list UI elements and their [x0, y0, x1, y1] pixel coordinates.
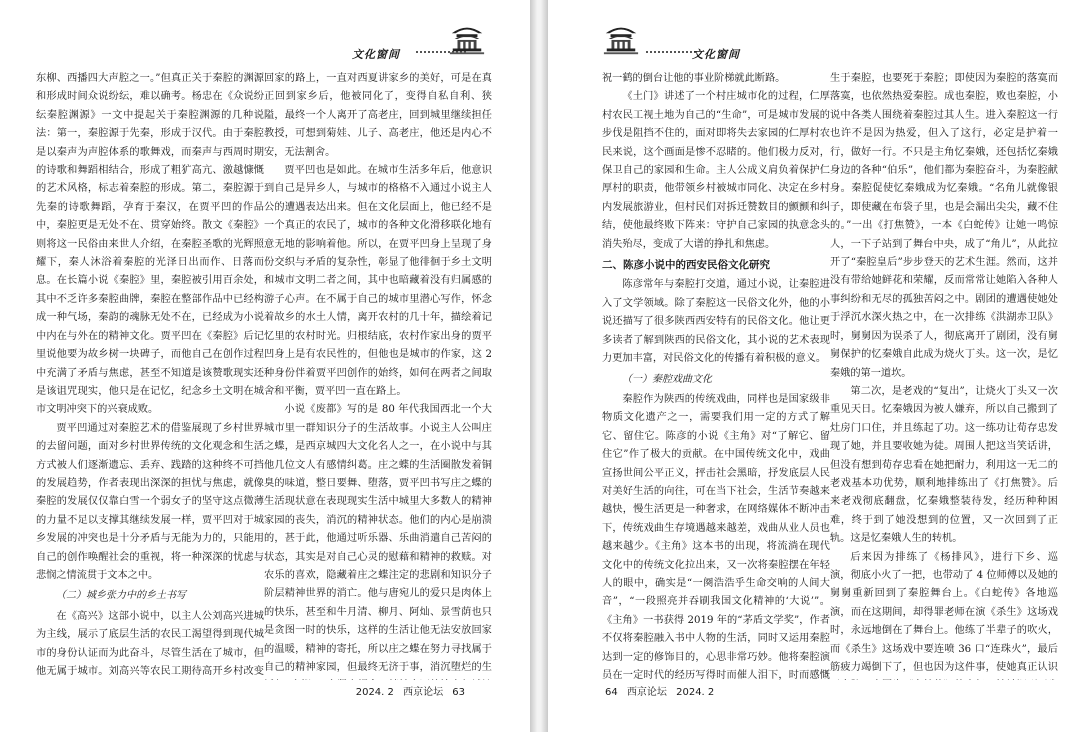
- book-gutter: [530, 0, 548, 732]
- page-header: [600, 18, 770, 62]
- paragraph: 小说《废都》写的是 80 年代我国西北一个大城市里一群知识分子的生活故事。小说主人公叫庄之蝶，是西京城四大文化名人之一，在小说中与其他几位文人有感情纠葛。庄之蝶的生活圈散发着铜臭的味道，整日要舞、堕落，贾平凹书写庄之蝶的生活现状意在表现现实生活中城里大多数人的精神家园的丧失，消沉的精神状态。他们的内心是崩溃的，甚于此，他通过听乐器、乐曲消遣自己苦闷的状态，其实是对自己心灵的慰藉和精神的救赎。对农乐的喜欢，隐藏着庄之蝶注定的悲剧和知识分子阶层精神世界的消亡。他与唐宛儿的爱只是肉体上的快乐，甚至和牛月清、柳月、阿灿、景雪荫也只是贪图一时的快乐，这样的生活让他无法安放回家的温暖，精神的寄托，所以庄之蝶在努力寻找属于自己的精神家园，但最终无济于事，消沉堕烂的生: [264, 404, 492, 673]
- subsection-heading: （二）城乡张力中的乡土书写: [56, 590, 186, 602]
- paragraph: 后来因为排练了《杨排风》，进行下乡、巡演，彻底小火了一把，也带动了 4 位师傅以及她的舅舅重新回到了秦腔舞台上。《白蛇传》各地巡演，而在这期间，却得罪老师在演《杀生》这场戏时，永远地倒在了舞台上。他练了半辈子的吹火，而《杀生》这场戏中要连喷 36 口“连珠火”，最后筋疲力竭倒下了，但也因为这件事，使她真正认识: [830, 551, 1058, 673]
- paragraph: 贾平凹通过对秦腔艺术的借鉴展现了乡村世界的去留问题，面对乡村世界传统的文化观念和生活方式被人们逐渐遗忘、丢弃、践踏的这种终不可挡的发展趋势，作者表现出深深的担忧与焦虑，就像秦腔的发展仅仅靠白雪一个弱女子的坚守这点微薄的力量不足以支撑其继续发展一样，贾平凹对于城乡发展的冲突也是十分矛盾与无能为力的，只能用自己的创作唤醒社会的重视，将一种深深的忧虑与悲悯之情流贯于文本之中。: [36, 422, 264, 581]
- paragraph: 《土门》讲述了一个村庄城市化的过程，仁厚村农民工视土地为自己的“生命”，可是城市发展的步伐是阻挡不住的，面对即将失去家园的仁厚村农民来说，这个画面是惨不忍睹的。他们极力反对，保卫自己的家园和生命。主人公成义肩负着保护仁厚村的职责，他带领乡村被城市同化、决定在乡村内发展旅游业，但村民们对拆迁赞数目的颤颤和纠结，使他最终败下阵来：守护自己家园的执意念头消失殆尽，变成了大谱的挣扎和焦虑。: [602, 91, 830, 250]
- page-number: 63: [452, 687, 465, 698]
- paragraph: 生于秦腔，也要死于秦腔；即使因为秦腔的落寞而落寞，也依然热爱秦腔。成也秦腔，败也秦腔，小说中各类人围绕着秦腔过其人生。进入秦腔这一行也许不是因为热爱，但入了这行，必定是护着一行，做好一行。不只是主角忆秦娥，还包括忆秦娥身边的各种“伯乐”，他们都为秦腔奋斗，为秦腔献身。秦腔促使忆秦娥成为忆秦娥。“名角儿就像银子，即使藏在布袋子里，也是会漏出尖尖，藏不住的。”一出《打焦赞》，一本《白蛇传》让她一鸣惊人，一下子站到了舞台中央，成了“角儿”，从此拉开了“秦腔皇后”步步登天的艺术生涯。然而，这并没有带给她鲜花和荣耀，反而常常让她陷入各种人事纠纷和无尽的孤独苦闷之中。剧团的遭遇使她处于浮沉水深火热之中，在一次排练《洪湖赤卫队》时，舅舅因为误杀了人，彻底离开了剧团，没有舅舅保护的忆秦娥自此成为烧火丁头。这一次，是忆秦娥的第一道坎。: [830, 73, 1058, 379]
- journal-name: 西京论坛: [626, 687, 667, 698]
- issue-year: 2024. 2: [676, 687, 715, 698]
- section-heading: 二、陈彦小说中的西安民俗文化研究: [602, 259, 770, 272]
- paragraph: 第二次，是老戏的“复出”，让烧火丁头又一次重见天日。忆秦娥因为被人嫌弃，所以自己搬到了灶房门口住，并且练起了功。这一练功让荀存忠发现了她，并且要收她为徒。周围人把这当笑话讲，但没有想到荀存忠看在她把耐力，利用这一无二的老戏基本功优势，顺利地排练出了《打焦赞》。后来老戏彻底翻盘，忆秦娥整装待发，经历种种困难，终于到了她没想到的位置，又一次回到了正轨。这是忆秦娥人生的转机。: [830, 385, 1058, 545]
- text-column-left-1: [36, 70, 264, 680]
- page-footer: [353, 683, 468, 698]
- page-header: [330, 18, 500, 62]
- text-column-right-2: [830, 70, 1058, 680]
- paragraph: 贾平凹也是如此。在城市生活多年后，他意识到自己是异乡人，与城市的格格不入通过小说主人公的遭遇表达出来。但在文化层面上，他已经不是一个真正的农民了，城市的各种文化滑移联化地有意无地的影响着他。所以，在贾平凹身上呈现了身份交织与矛盾的复杂性，彰显了他徘徊于乡土文明和城市文明二者之间，其中也暗藏着没有归属感的游子心声。在不属于自己的城市里潜心写作，怀念着故乡的水土人情，离开农村的几十年，描绘着记忆里的农村时光。归根结底，农村作家出身的贾平凹身上是有农民性的，但他也是城市的作家，这 2 种身份伴着贾平凹创作的始终，如何在两者之间取舍和平衡，贾平凹一直在路上。: [264, 165, 492, 397]
- building-icon: [602, 20, 640, 58]
- subsection-heading: （一）秦腔戏曲文化: [622, 373, 712, 385]
- building-icon: [448, 20, 486, 58]
- paragraph: 祝一鹤的倒台让他的事业阶梯就此断路。: [602, 73, 786, 84]
- paragraph: 陈彦常年与秦腔打交道，通过小说，让秦腔进入了文学领域。除了秦腔这一民俗文化外，他的小说还描写了很多陕西西安特有的民俗文化。他让更多读者了解到陕西的民俗文化，其小说的艺术表现力更加丰富，对民俗文化的传播有着积极的意义。: [602, 279, 830, 365]
- right-page: [548, 0, 1078, 732]
- paragraph: 秦腔作为陕西的传统戏曲，同样也是国家级非物质文化遗产之一，需要我们用一定的方式了解它、留住它。陈彦的小说《主角》对“了解它、留住它”作了极大的贡献。在中国传统文化中，戏曲宣扬世间公平正义，抨击社会黑暗，抒发底层人民对美好生活的向往，可在当下社会，生活节奏越来越快，慢生活更是一种奢求，在网络媒体不断冲击下，传统戏曲生存境遇越来越差，戏曲从业人员也越来越少。《主角》这本书的出现，将流淌在现代文化中的传统文化拉出来，又一次将秦腔摆在年轻人的眼中，确实是“一阕浩浩乎生命交响的人间大音”，“一段照亮并吞刷我国文化精神的‘大说’”。《主角》一书获得 2019 年的“茅盾文学奖”，作者不仅将秦腔融入书中人物的生活，同时又运用秦腔达到一定的修饰目的，心思非常巧妙。他将秦腔演员在一定时代的经历写得时而催人泪下，时而感慨: [602, 393, 830, 680]
- page-number: 64: [605, 687, 618, 698]
- paragraph: 在《高兴》这部小说中，以主人公刘高兴进城为主线，展示了底层生活的农民工渴望得到现代城市的身份认证而为此奋斗，尽管生活在了城市，但他无属于城市。刘高兴等农民工期待高开乡村改变: [36, 610, 264, 677]
- paragraph: 回家的路上，一直对西夏讲家乡的美好，可是在真正回到家乡后，他被同化了，变得自私自利、狭隘，最终一个人离开了高老庄，回到城里继续担任教授，可想到菊娃、儿子、高老庄，他还是内心不安，无法割舍。: [264, 73, 492, 158]
- text-column-left-2: [264, 70, 492, 680]
- paragraph: 东柳、西播四大声腔之一。”但真正关于秦腔的渊源和形成时间众说纷纭，难以确考。杨忠在《众说纷纭秦腔渊源》一文中提起关于秦腔渊源的几种说法：第一，秦腔源于先秦，形成于汉代。由于秦腔是以秦声为声腔体系的歌舞戏，而秦声与西周时期的诗歌和舞蹈相结合，形成了粗犷高亢、激越慷慨的艺术风格，标志着秦腔的形成。第二，秦腔源于先秦的诗歌舞蹈，孕育于秦汉，在贾平凹的作品中，秦腔更是无处不在、贯穿始终。散文《秦腔》则将这一民俗由来世人介绍，在秦腔圣歌的光辉照耀下，秦人沐浴着秦腔的光泽日出而作、日落而息。在长篇小说《秦腔》里，秦腔被引用百余处，其中不乏许多秦腔曲牌，秦腔在整部作品中已经构成一种气场，秦韵的魂脉无处不在，已经成为小说中内在与外在的精神文化。贾平凹在《秦腔》后记里说他要为故乡树一块碑子，而他自己在创作过程中充满了矛盾与焦虑，甚至不知道是该赞歌现实还是该诅咒现实，他只是在记忆，纪念乡土文明在城市文明冲突下的兴衰成败。: [36, 73, 264, 416]
- section-title: 文化窗间: [692, 48, 740, 61]
- left-page: [0, 0, 530, 732]
- page-footer: [602, 683, 717, 698]
- journal-name: 西京论坛: [403, 687, 444, 698]
- header-dots: [646, 51, 696, 53]
- issue-year: 2024. 2: [355, 687, 394, 698]
- text-column-right-1: [602, 70, 830, 680]
- section-title: 文化窗间: [352, 48, 400, 61]
